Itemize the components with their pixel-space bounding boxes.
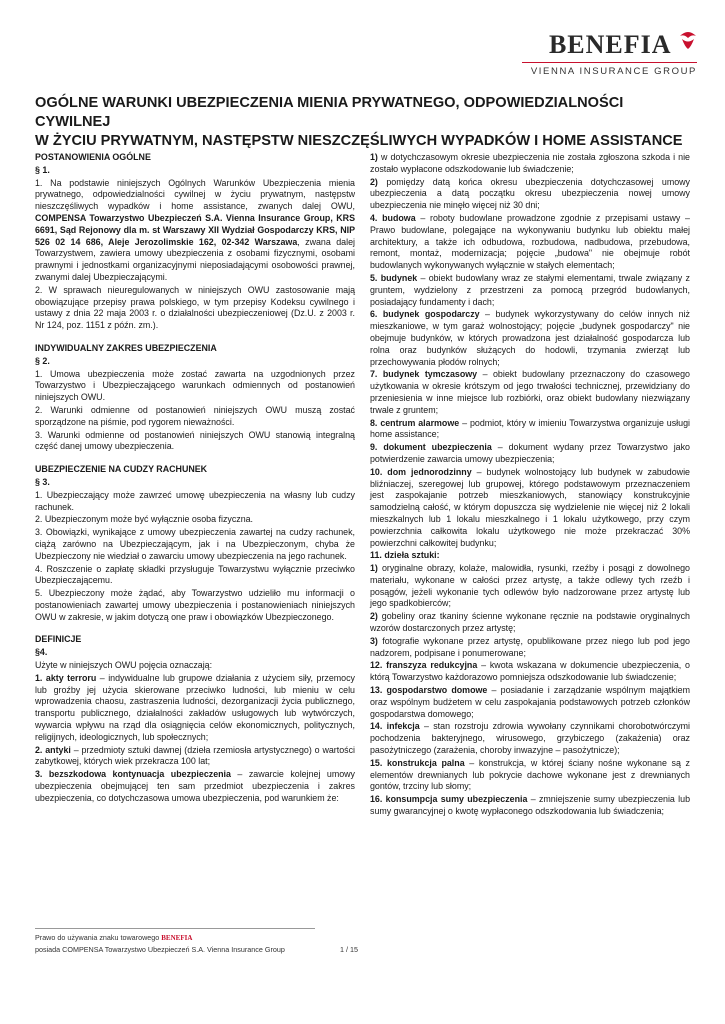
footer-line-2: posiada COMPENSA Towarzystwo Ubezpieczeń S.A. Vienna Insurance Group [35,944,285,954]
definition: 10. dom jednorodzinny – budynek wolnostojący lub budynek w zabudowie bliźniaczej, szeregowej lub grupowej, którego podstawowym przeznaczeniem jest zaspokajanie potrzeb mieszkaniowych, stanowiący konstrukcyjnie samodzielną całość, w którym dopuszcza się wydzielenie nie więcej niż 2 lokali mieszkalnych lub 1 lokalu mieszkalnego i 1 lokalu użytkowego, przy czym powierzchnia całkowita lokalu użytkowego nie może przekraczać 30% powierzchni całkowitej budynku; [370,466,690,548]
definition: 2. antyki – przedmioty sztuki dawnej (dzieła rzemiosła artystycznego) o wartości zabytkowej, których wiek przekracza 100 lat; [35,744,355,767]
definition: 14. infekcja – stan rozstroju zdrowia wywołany czynnikami chorobotwórczymi pochodzenia bakteryjnego, wirusowego, grzybiczego (zakażenia) oraz pasożytniczego (zarażenia, choroby inwazyjne – pasożytnicze); [370,721,691,756]
benefia-logo [522,30,697,77]
footer-line-1: Prawo do używania znaku towarowego BENEFIA [35,933,193,942]
list-item: 3) fotografie wykonane przez artystę, opublikowane przez niego lub pod jego nadzorem, podpisane i ponumerowane; [370,635,690,658]
section-heading: DEFINICJE [35,634,82,645]
definition: 7. budynek tymczasowy – obiekt budowlany przeznaczony do czasowego użytkowania w okresie krótszym od jego trwałości technicznej, przewidziany do przeniesienia w inne miejsce lub rozbiórki, oraz obiekt budowlany niezwiązany trwale z gruntem; [370,369,690,415]
definition: 6. budynek gospodarczy – budynek wykorzystywany do celów innych niż mieszkaniowe, w tym garaż wolnostojący; pojęcie „budynek gospodarczy" nie obejmuje budynków, w których prowadzona jest działalność gospodarcza lub rolna oraz budynków służących do hodowli, trzymania zwierząt lub przechowywania płodów rolnych; [370,309,690,367]
paragraph: 1. Ubezpieczający może zawrzeć umowę ubezpieczenia na własny lub cudzy rachunek. [35,489,355,512]
paragraph-number: § 2. [35,355,50,366]
paragraph: 2. W sprawach nieuregulowanych w niniejszych OWU zastosowanie mają obowiązujące przepisy prawa polskiego, w tym przepisy Kodeksu cywilnego i ustawy z dnia 22 maja 2003 r. o działalności ubezpieczeniowej (Dz.U. z 2003 r. Nr 124, poz. 1151 z późn. zm.). [35,284,355,331]
definition: 11. dzieła sztuki: [370,550,440,561]
section-heading: UBEZPIECZENIE NA CUDZY RACHUNEK [35,464,208,475]
definition: 8. centrum alarmowe – podmiot, który w imieniu Towarzystwa organizuje usługi home assistance; [370,417,690,440]
mini-logo: BENEFIA [161,933,193,942]
paragraph: 3. Obowiązki, wynikające z umowy ubezpieczenia zawartej na cudzy rachunek, ciążą zarówno na Ubezpieczającym, jak i na Ubezpieczonym, chyba że Ubezpieczony nie wiedział o zawarciu umowy ubezpieczenia na jego rachunek. [35,527,355,561]
definition: 13. gospodarstwo domowe – posiadanie i zarządzanie wspólnym majątkiem oraz wspólnym budżetem w celu zaspokajania podstawowych potrzeb członków gospodarstwa domowego; [370,685,690,719]
logo-tagline: VIENNA INSURANCE GROUP [522,62,697,77]
list-item: 2) pomiędzy datą końca okresu ubezpieczenia dotychczasowej umowy ubezpieczenia a datą początku okresu ubezpieczenia nowej umowy ubezpieczenia nie minęło więcej niż 30 dni; [370,176,690,211]
paragraph: Użyte w niniejszych OWU pojęcia oznaczają: [35,660,213,671]
paragraph: 1. Na podstawie niniejszych Ogólnych Warunków Ubezpieczenia mienia prywatnego, odpowiedzialności cywilnej w życiu prywatnym, następstw nieszczęśliwych wypadków i home assistance, zwanych dalej OWU, COMPENSA Towarzystwo Ubezpieczeń S.A. Vienna Insurance Group, KRS 6691, Sąd Rejonowy dla m. st Warszawy XII Wydział Gospodarczy KRS, NIP 526 02 14 686, Aleje Jerozolimskie 162, 02-342 Warszawa, zwana dalej Towarzystwem, zawiera umowy ubezpieczenia z osobami fizycznymi, osobami prawnymi i jednostkami organizacyjnymi nieposiadającymi osobowości prawnej, zwanymi dalej Ubezpieczającymi. [35,177,355,282]
paragraph-number: § 1. [35,164,50,175]
footer [35,932,435,955]
paragraph-number: § 3. [35,476,50,487]
definition: 9. dokument ubezpieczenia – dokument wydany przez Towarzystwo jako potwierdzenie zawarcia umowy ubezpieczenia; [370,442,690,464]
definition: 15. konstrukcja palna – konstrukcja, w której ściany nośne wykonane są z elementów drewnianych lub pokrycie dachowe wykonane jest z drewnianych gontów, trzciny lub słomy; [370,757,690,792]
list-item: 1) w dotychczasowym okresie ubezpieczenia nie została zgłoszona szkoda i nie zostało wypłacone odszkodowanie lub świadczenie; [370,152,690,174]
footer-divider [35,928,315,929]
section-heading: INDYWIDUALNY ZAKRES UBEZPIECZENIA [35,342,217,353]
right-column [370,152,690,819]
left-column [35,152,355,806]
umbrella-icon [679,30,697,50]
list-item: 1) oryginalne obrazy, kolaże, malowidła, rysunki, rzeźby i posągi z dowolnego materiału, wykonane w całości przez artystę, a także odlewy tych rzeźb i posągów, jeżeli wykonanie tych odlewów było nadzorowane przez artystę lub jego spadkobierców; [370,563,690,609]
page-number: 1 / 15 [340,945,358,954]
paragraph: 1. Umowa ubezpieczenia może zostać zawarta na uzgodnionych przez Towarzystwo i Ubezpieczającego warunkach odmiennych od postanowień niniejszych OWU. [35,368,355,403]
paragraph: 5. Ubezpieczony może żądać, aby Towarzystwo udzieliło mu informacji o postanowieniach zawartej umowy ubezpieczenia i postanowieniach niniejszych OWU w zakresie, w jakim dotyczą one praw i obowiązków Ubezpieczonego. [35,588,355,622]
definition: 1. akty terroru – indywidualne lub grupowe działania z użyciem siły, przemocy lub groźby jej użycia skierowane przeciwko ludności, lub mieniu w celu wprowadzenia chaosu, zastraszenia ludności, dezorganizacji życia publicznego, transportu publicznego, działalności zakładów usługowych lub wytwórczych, wywarcia wpływu na rząd dla osiągnięcia celów ekonomicznych, politycznych, religijnych, ideologicznych, lub społecznych; [35,672,355,742]
paragraph: 4. Roszczenie o zapłatę składki przysługuje Towarzystwu wyłącznie przeciwko Ubezpieczającemu. [35,563,355,586]
document-title: OGÓLNE WARUNKI UBEZPIECZENIA MIENIA PRYWATNEGO, ODPOWIEDZIALNOŚCI CYWILNEJ W ŻYCIU PRYWATNYM, NASTĘPSTW NIESZCZĘŚLIWYCH WYPADKÓW I HOME ASSISTANCE [35,95,683,149]
definition: 3. bezszkodowa kontynuacja ubezpieczenia – zawarcie kolejnej umowy ubezpieczenia obejmującej ten sam przedmiot ubezpieczenia i zakres ubezpieczenia, co dotychczasowa umowa ubezpieczenia, pod warunkiem że: [35,769,355,803]
definition: 12. franszyza redukcyjna – kwota wskazana w dokumencie ubezpieczenia, o którą Towarzystwo każdorazowo pomniejsza odszkodowanie lub świadczenie; [370,660,690,683]
list-item: 2) gobeliny oraz tkaniny ścienne wykonane ręcznie na podstawie oryginalnych wzorów dostarczonych przez artystę; [370,611,690,634]
paragraph: 3. Warunki odmienne od postanowień niniejszych OWU stanowią integralną część danej umowy ubezpieczenia. [35,429,355,452]
logo-wordmark: BENEFIA [548,30,672,59]
section-heading: POSTANOWIENIA OGÓLNE [35,152,151,162]
paragraph-number: §4. [35,647,48,658]
paragraph: 2. Ubezpieczonym może być wyłącznie osoba fizyczna. [35,514,254,525]
definition: 4. budowa – roboty budowlane prowadzone zgodnie z przepisami ustawy – Prawo budowlane, polegające na wykonywaniu budynku lub obiektu małej architektury, a także ich odbudowa, rozbudowa, nadbudowa, przebudowa, remont, montaż, modernizacja; pojęcie „budowa" nie obejmuje robót budowlanych wykonywanych wyłącznie w stałych elementach; [370,212,690,271]
definition: 16. konsumpcja sumy ubezpieczenia – zmniejszenie sumy ubezpieczenia lub sumy gwarancyjnej o kwotę wypłaconego odszkodowania lub świadczenia; [370,794,691,817]
definition: 5. budynek – obiekt budowlany wraz ze stałymi elementami, trwale związany z gruntem, wydzielony z przestrzeni za pomocą przegród budowlanych, posiadający fundamenty i dach; [370,272,690,307]
paragraph: 2. Warunki odmienne od postanowień niniejszych OWU muszą zostać sporządzone na piśmie, pod rygorem nieważności. [35,404,355,427]
